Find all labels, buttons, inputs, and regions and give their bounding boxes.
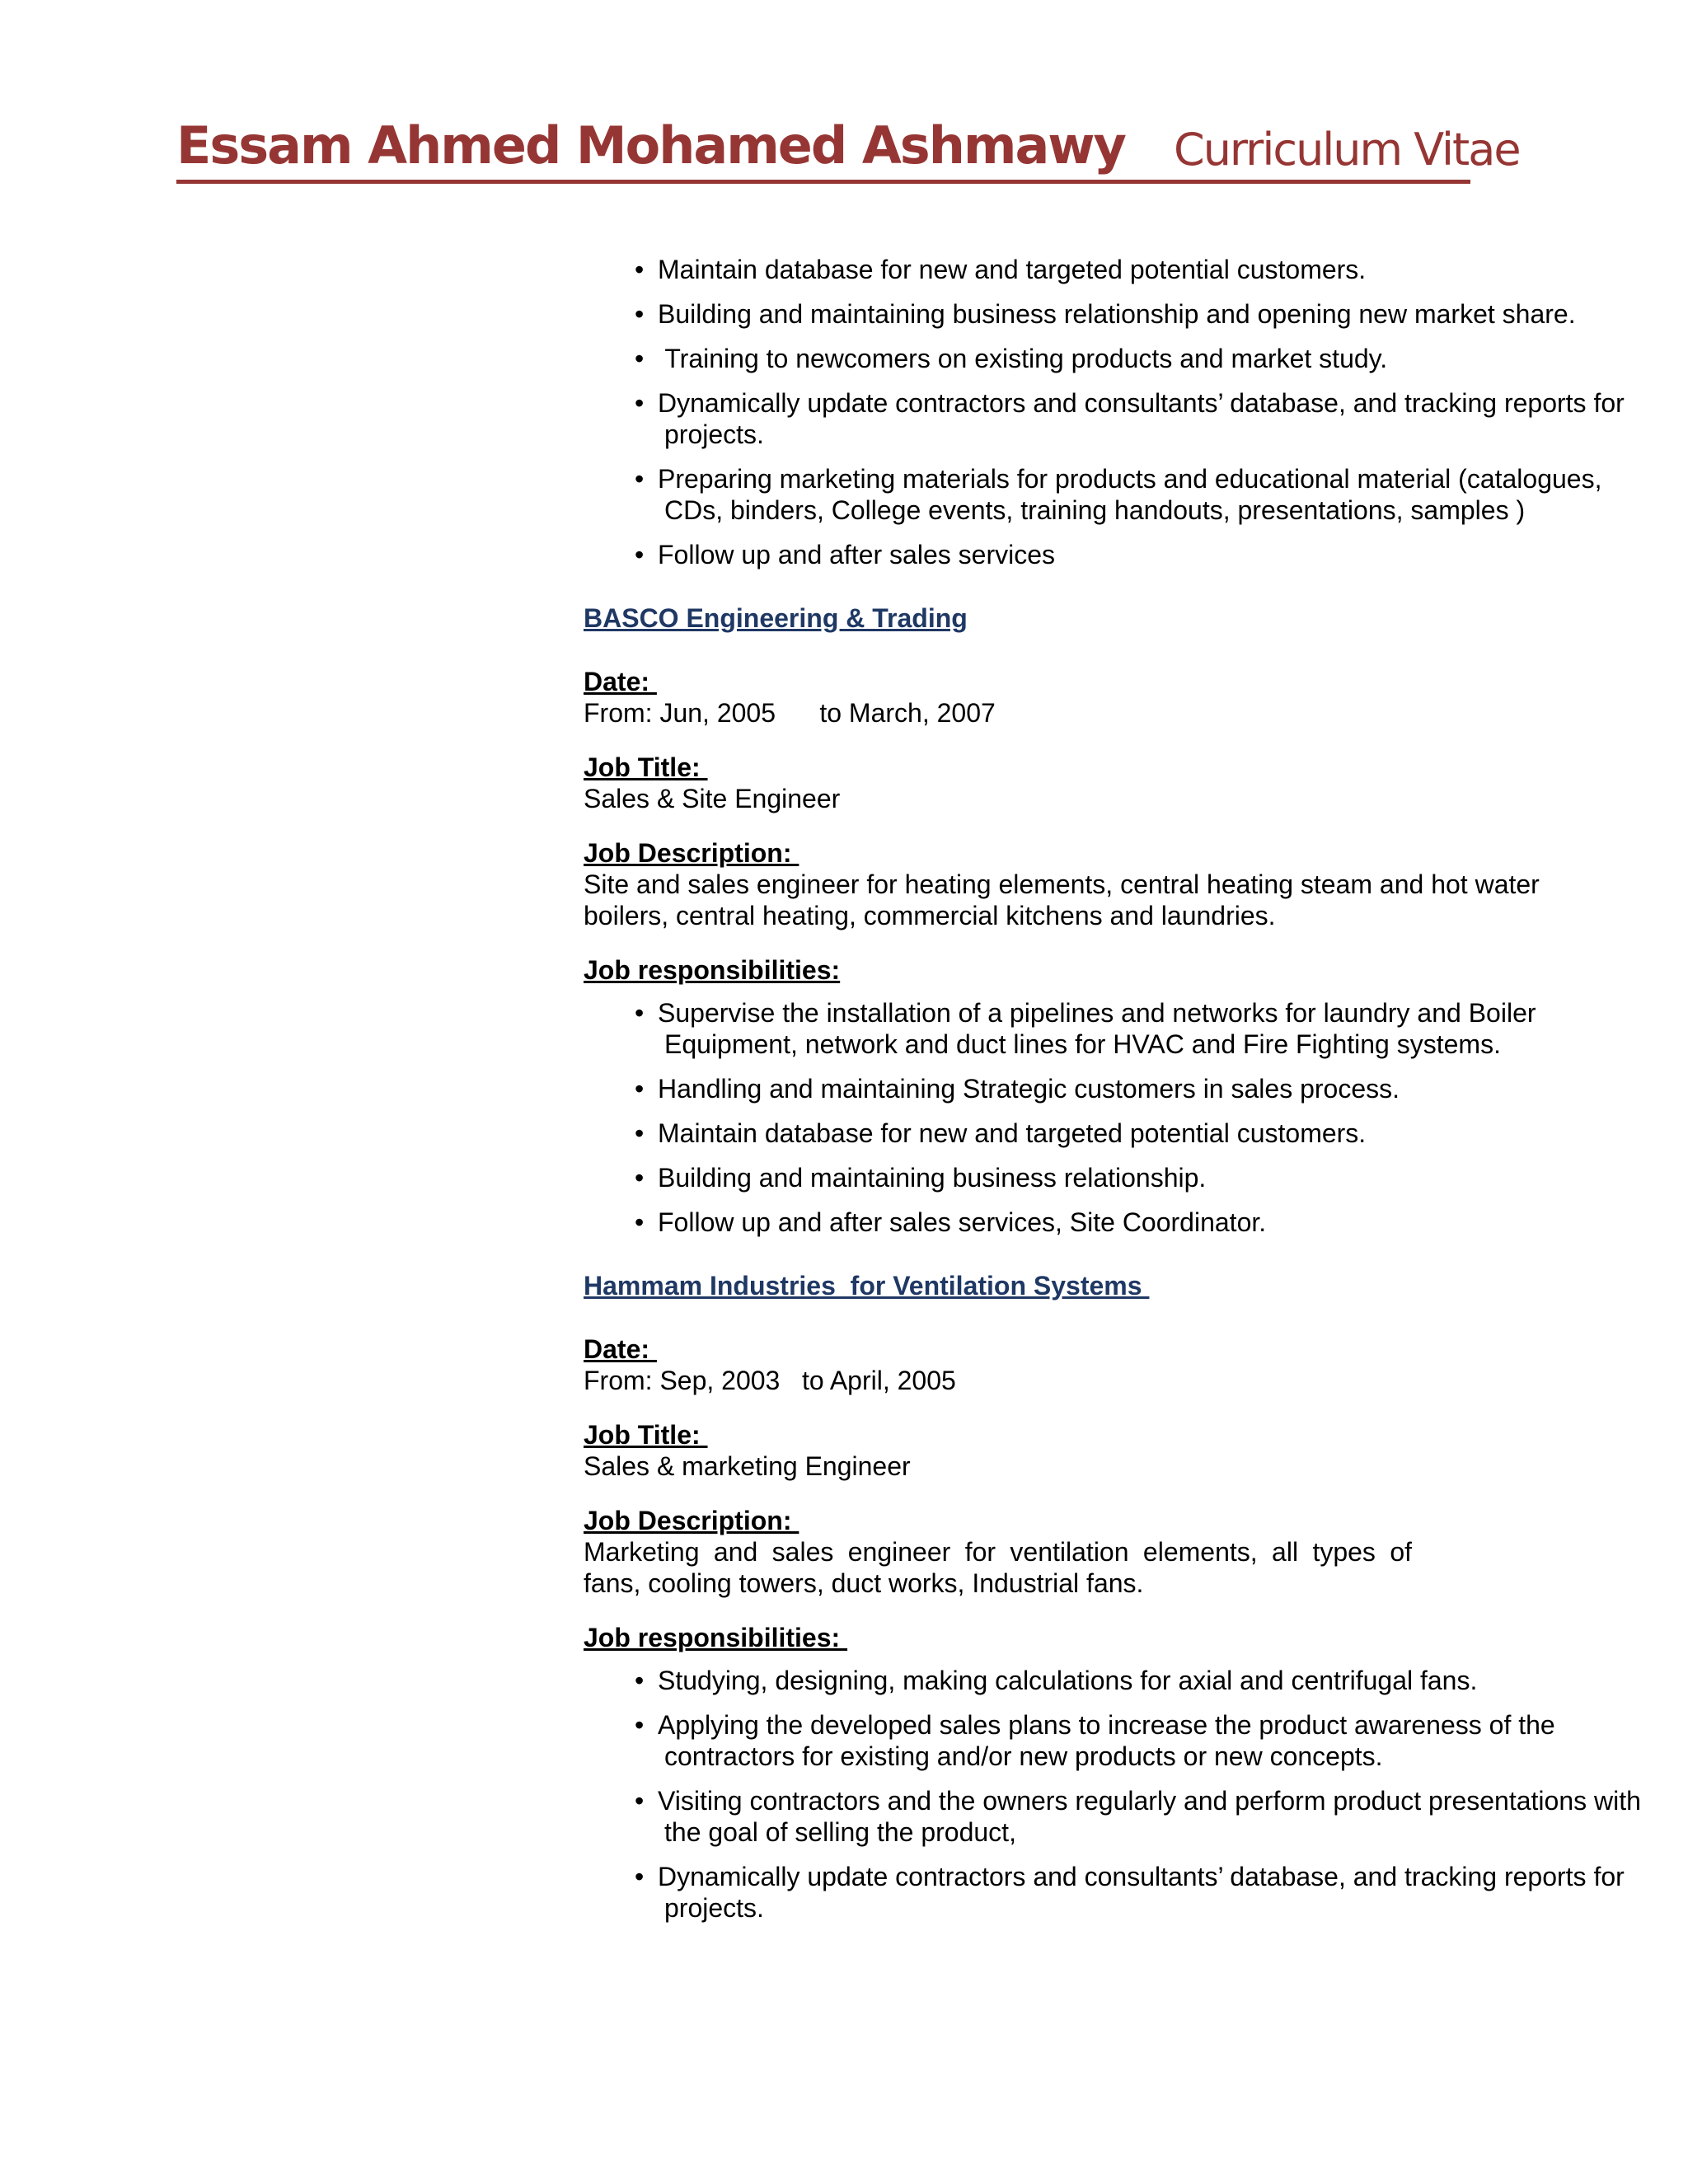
list-item-text: Handling and maintaining Strategic customers in sales process. (658, 1074, 1400, 1104)
bullet-icon: • (635, 344, 645, 373)
list-item (635, 387, 1655, 450)
list-item (635, 1207, 1655, 1238)
list-item (635, 1073, 1655, 1104)
list-item-text: Maintain database for new and targeted potential customers. (658, 255, 1367, 284)
header-underline (176, 180, 1470, 184)
date-value: From: Jun, 2005 to March, 2007 (584, 698, 996, 728)
list-item-text: Studying, designing, making calculations for axial and centrifugal fans. (658, 1666, 1478, 1695)
list-item (635, 254, 1655, 285)
date-label: Date: (584, 667, 657, 696)
job-title-value: Sales & marketing Engineer (584, 1451, 911, 1481)
job-title-value: Sales & Site Engineer (584, 784, 841, 813)
job-responsibilities-list (584, 997, 1655, 1238)
company-name: BASCO Engineering & Trading (584, 603, 968, 633)
bullet-icon: • (635, 1666, 645, 1695)
bullet-icon: • (635, 255, 645, 284)
list-item-text: Supervise the installation of a pipelines and networks for laundry and Boiler Equipment, network and duct lines for HVAC and Fire Fighting systems. (658, 998, 1536, 1059)
bullet-icon: • (635, 1710, 645, 1740)
list-item-text: Dynamically update contractors and consultants’ database, and tracking reports for projects. (658, 1862, 1625, 1923)
bullet-icon: • (635, 1862, 645, 1891)
job-title-label: Job Title: (584, 752, 708, 782)
bullet-icon: • (635, 1786, 645, 1816)
bullet-icon: • (635, 388, 645, 418)
list-item (635, 997, 1655, 1060)
list-item-text: Dynamically update contractors and consultants’ database, and tracking reports for projects. (658, 388, 1625, 449)
job-responsibilities-list (584, 1665, 1655, 1924)
date-label: Date: (584, 1334, 657, 1364)
list-item (635, 463, 1655, 526)
list-item-text: Applying the developed sales plans to increase the product awareness of the contractors for existing and/or new products or new concepts. (658, 1710, 1555, 1771)
list-item-text: Follow up and after sales services (658, 540, 1055, 569)
bullet-icon: • (635, 1163, 645, 1193)
bullet-icon: • (635, 299, 645, 329)
job-section-hammam (584, 1269, 1655, 1924)
list-item-text: Follow up and after sales services, Site Coordinator. (658, 1207, 1267, 1237)
list-item-text: Building and maintaining business relationship. (658, 1163, 1207, 1193)
document-title: Curriculum Vitae (1174, 124, 1520, 176)
bullet-icon: • (635, 1074, 645, 1104)
bullet-icon: • (635, 998, 645, 1028)
list-item (635, 1162, 1655, 1193)
job-description-text: Site and sales engineer for heating elements, central heating steam and hot water boilers, central heating, commercial kitchens and laundries. (584, 869, 1540, 930)
job-responsibilities-label: Job responsibilities: (584, 1623, 848, 1652)
list-item-text: Visiting contractors and the owners regularly and perform product presentations with the goal of selling the product, (658, 1786, 1641, 1847)
main-content (584, 254, 1655, 1937)
candidate-name: Essam Ahmed Mohamed Ashmawy (176, 115, 1125, 176)
job-description-label: Job Description: (584, 1506, 799, 1535)
bullet-icon: • (635, 540, 645, 569)
job-responsibilities-label: Job responsibilities: (584, 955, 841, 985)
job-section-basco (584, 602, 1655, 1238)
previous-job-responsibilities (584, 254, 1655, 570)
list-item (635, 1118, 1655, 1149)
list-item-text: Preparing marketing materials for products and educational material (catalogues, CDs, binders, College events, training handouts, presentations, samples ) (658, 464, 1602, 525)
bullet-icon: • (635, 1118, 645, 1148)
bullet-icon: • (635, 464, 645, 494)
list-item (635, 1785, 1655, 1848)
list-item (635, 1709, 1655, 1772)
date-value: From: Sep, 2003 to April, 2005 (584, 1366, 956, 1395)
list-item-text: Training to newcomers on existing products and market study. (658, 344, 1388, 373)
job-description-text: Marketing and sales engineer for ventilation elements, all types of fans, cooling towers, duct works, Industrial fans. (584, 1537, 1412, 1598)
list-item-text: Maintain database for new and targeted potential customers. (658, 1118, 1367, 1148)
cv-header (176, 115, 1520, 190)
list-item (635, 1665, 1655, 1696)
list-item (635, 1861, 1655, 1924)
list-item-text: Building and maintaining business relationship and opening new market share. (658, 299, 1576, 329)
bullet-icon: • (635, 1207, 645, 1237)
list-item (635, 298, 1655, 330)
job-description-label: Job Description: (584, 838, 799, 868)
list-item (635, 539, 1655, 570)
job-title-label: Job Title: (584, 1420, 708, 1450)
company-name: Hammam Industries for Ventilation Systems (584, 1271, 1150, 1301)
list-item (635, 343, 1655, 374)
